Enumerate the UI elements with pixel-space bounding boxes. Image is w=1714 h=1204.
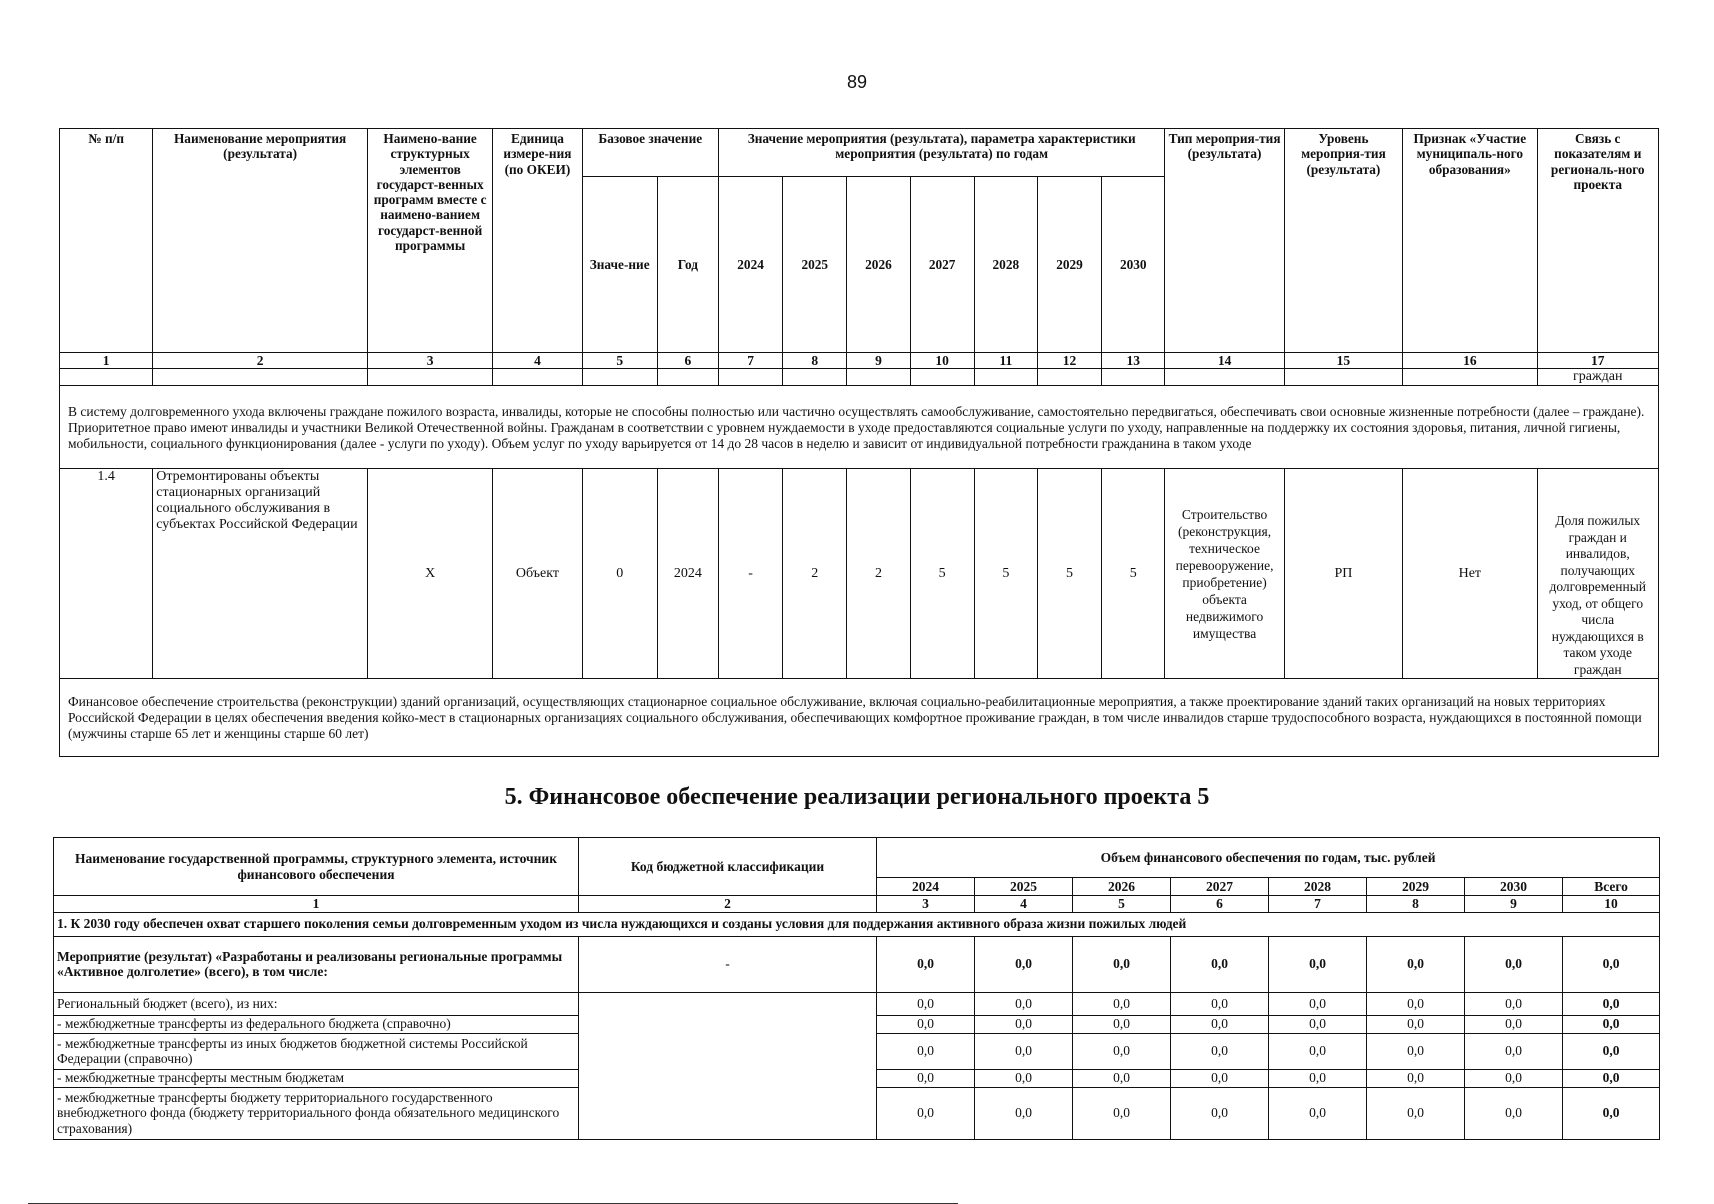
column-number: 11	[974, 353, 1037, 369]
column-number: 2	[153, 353, 368, 369]
column-number: 4	[493, 353, 582, 369]
table-cell-value: 0,0	[1269, 1015, 1367, 1033]
column-number: 1	[60, 353, 153, 369]
header-budget-code: Код бюджетной классификации	[579, 838, 877, 896]
header-year: 2024	[718, 177, 782, 353]
table-cell-value: 0,0	[975, 1015, 1073, 1033]
header-year: 2029	[1367, 878, 1465, 896]
table-cell-value: 0,0	[877, 1033, 975, 1069]
item-type: Строительство (реконструкция, техническое перевооружение, приобретение) объекта недвижимого имущества	[1165, 469, 1284, 679]
table-cell-total: 0,0	[1563, 1015, 1660, 1033]
table-row-name: Региональный бюджет (всего), из них:	[54, 992, 579, 1015]
table-cell-value: 0,0	[1465, 1087, 1563, 1139]
column-number: 10	[1563, 896, 1660, 913]
column-number: 8	[1367, 896, 1465, 913]
item-struct: Х	[367, 469, 492, 679]
section-title: 5. Финансовое обеспечение реализации регионального проекта 5	[504, 784, 1210, 810]
item-unit: Объект	[493, 469, 582, 679]
table-cell-total: 0,0	[1563, 1033, 1660, 1069]
column-number: 9	[1465, 896, 1563, 913]
table-cell-value: 0,0	[1367, 1033, 1465, 1069]
column-number: 17	[1537, 353, 1658, 369]
table-cell-value: 0,0	[877, 1015, 975, 1033]
header-link: Связь с показателям и региональ-ного проекта	[1537, 129, 1658, 353]
item-name: Отремонтированы объекты стационарных организаций социального обслуживания в субъектах Российской Федерации	[153, 469, 368, 679]
column-number: 5	[1073, 896, 1171, 913]
goal-row: 1. К 2030 году обеспечен охват старшего поколения семьи долговременным уходом из числа нуждающихся и созданы условия для поддержания активного образа жизни пожилых людей	[54, 912, 1660, 936]
table-cell-value: 0,0	[1073, 1015, 1171, 1033]
column-number: 4	[975, 896, 1073, 913]
header-year: 2027	[910, 177, 974, 353]
header-source-name: Наименование государственной программы, структурного элемента, источник финансового обеспечения	[54, 838, 579, 896]
table-cell-value: 0,0	[1465, 1033, 1563, 1069]
table-cell-value: 0,0	[1367, 1087, 1465, 1139]
table-cell-value: 0,0	[1465, 992, 1563, 1015]
table-row-code: -	[579, 936, 877, 992]
table-cell-value: 0,0	[877, 936, 975, 992]
column-number: 9	[847, 353, 910, 369]
header-volume: Объем финансового обеспечения по годам, тыс. рублей	[877, 838, 1660, 878]
table-cell-total: 0,0	[1563, 1069, 1660, 1087]
table-cell-value: 0,0	[1269, 1087, 1367, 1139]
page-number: 89	[846, 72, 868, 92]
column-number: 16	[1403, 353, 1537, 369]
column-number: 2	[579, 896, 877, 913]
table-cell-value: 0,0	[975, 1087, 1073, 1139]
header-year: 2025	[975, 878, 1073, 896]
column-number: 3	[877, 896, 975, 913]
header-total: Всего	[1563, 878, 1660, 896]
header-base-value: Значе-ние	[582, 177, 657, 353]
header-year: 2027	[1171, 878, 1269, 896]
item-municipal: Нет	[1403, 469, 1537, 679]
table-cell-value: 0,0	[1269, 992, 1367, 1015]
item-year-value: 5	[1102, 469, 1165, 679]
table-cell-value: 0,0	[1269, 1069, 1367, 1087]
table-row-name: - межбюджетные трансферты бюджету территориального государственного внебюджетного фонда (бюджету территориального фонда обязательного медицинского страхования)	[54, 1087, 579, 1139]
table-cell-value: 0,0	[1073, 936, 1171, 992]
header-year: 2026	[847, 177, 910, 353]
table-cell-value: 0,0	[1073, 992, 1171, 1015]
item-num: 1.4	[60, 469, 153, 679]
table-row-name: - межбюджетные трансферты из федерального бюджета (справочно)	[54, 1015, 579, 1033]
header-year: 2030	[1102, 177, 1165, 353]
header-municipal: Признак «Участие муниципаль-ного образования»	[1403, 129, 1537, 353]
column-number: 14	[1165, 353, 1284, 369]
header-name: Наименование мероприятия (результата)	[153, 129, 368, 353]
item-year-value: 5	[910, 469, 974, 679]
item-year-value: 2	[847, 469, 910, 679]
column-number: 10	[910, 353, 974, 369]
table-cell-value: 0,0	[1171, 1033, 1269, 1069]
header-base: Базовое значение	[582, 129, 718, 177]
table-cell-value: 0,0	[975, 992, 1073, 1015]
column-number: 3	[367, 353, 492, 369]
table-cell-total: 0,0	[1563, 992, 1660, 1015]
carry-over-text: граждан	[1537, 369, 1658, 386]
table-row-code	[579, 992, 877, 1139]
column-number: 13	[1102, 353, 1165, 369]
column-number: 7	[1269, 896, 1367, 913]
item-level: РП	[1284, 469, 1402, 679]
header-year: 2030	[1465, 878, 1563, 896]
column-number: 5	[582, 353, 657, 369]
financing-table	[53, 837, 1660, 1140]
item-year-value: 5	[1037, 469, 1101, 679]
table-cell-value: 0,0	[975, 1069, 1073, 1087]
column-number: 8	[783, 353, 847, 369]
column-number: 15	[1284, 353, 1402, 369]
activities-table	[59, 128, 1659, 757]
table-cell-total: 0,0	[1563, 1087, 1660, 1139]
description-text: В систему долговременного ухода включены граждане пожилого возраста, инвалиды, которые не способны полностью или частично осуществлять самообслуживание, самостоятельно передвигаться, обеспечивать свои основные жизненные потребности (далее – граждане). Приоритетное право имеют инвалиды и участники Великой Отечественной войны. Гражданам в соответствии с уровнем нуждаемости в уходе предоставляются социальные услуги по уходу, направленные на поддержку их состояния здоровья, питания, личной гигиены, мобильности, социального функционирования (далее - услуги по уходу). Объем услуг по уходу варьируется от 14 до 28 часов в неделю и зависит от индивидуальной потребности гражданина в таком уходе	[60, 386, 1659, 469]
column-number: 1	[54, 896, 579, 913]
table-row-name: - межбюджетные трансферты местным бюджетам	[54, 1069, 579, 1087]
header-struct: Наимено-вание структурных элементов государст-венных программ вместе с наимено-ванием государст-венной программы	[367, 129, 492, 353]
item-year-value: 5	[974, 469, 1037, 679]
column-number: 12	[1037, 353, 1101, 369]
header-values-by-year: Значение мероприятия (результата), параметра характеристики мероприятия (результата) по годам	[718, 129, 1164, 177]
item-link: Доля пожилых граждан и инвалидов, получающих долговременный уход, от общего числа нуждающихся в таком уходе граждан	[1537, 469, 1658, 679]
header-year: 2029	[1037, 177, 1101, 353]
header-year: 2028	[1269, 878, 1367, 896]
item-base-value: 0	[582, 469, 657, 679]
header-year: 2028	[974, 177, 1037, 353]
item-base-year: 2024	[657, 469, 718, 679]
table-cell-value: 0,0	[1367, 1015, 1465, 1033]
header-type: Тип мероприя-тия (результата)	[1165, 129, 1284, 353]
table-row-name: - межбюджетные трансферты из иных бюджетов бюджетной системы Российской Федерации (справочно)	[54, 1033, 579, 1069]
table-row-name: Мероприятие (результат) «Разработаны и реализованы региональные программы «Активное долголетие» (всего), в том числе:	[54, 936, 579, 992]
column-number: 6	[657, 353, 718, 369]
table-cell-total: 0,0	[1563, 936, 1660, 992]
table-cell-value: 0,0	[1465, 1015, 1563, 1033]
table-cell-value: 0,0	[1367, 992, 1465, 1015]
header-base-year: Год	[657, 177, 718, 353]
header-year: 2024	[877, 878, 975, 896]
column-number: 7	[718, 353, 782, 369]
table-cell-value: 0,0	[1073, 1069, 1171, 1087]
table-cell-value: 0,0	[975, 936, 1073, 992]
column-number: 6	[1171, 896, 1269, 913]
header-num: № п/п	[60, 129, 153, 353]
table-cell-value: 0,0	[1073, 1087, 1171, 1139]
header-year: 2026	[1073, 878, 1171, 896]
item-year-value: 2	[783, 469, 847, 679]
table-cell-value: 0,0	[877, 992, 975, 1015]
table-cell-value: 0,0	[1073, 1033, 1171, 1069]
table-cell-value: 0,0	[1465, 936, 1563, 992]
table-cell-value: 0,0	[1269, 936, 1367, 992]
table-cell-value: 0,0	[877, 1069, 975, 1087]
table-cell-value: 0,0	[877, 1087, 975, 1139]
header-level: Уровень мероприя-тия (результата)	[1284, 129, 1402, 353]
description-text: Финансовое обеспечение строительства (реконструкции) зданий организаций, осуществляющих стационарное социальное обслуживание, включая социально-реабилитационные мероприятия, а также проектирование зданий таких организаций на новых территориях Российской Федерации в целях обеспечения введения койко-мест в стационарных организациях социального обслуживания, обеспечивающих комфортное проживание граждан, в том числе инвалидов старше трудоспособного возраста, нуждающихся в постоянной помощи (мужчины старше 65 лет и женщины старше 60 лет)	[60, 679, 1659, 757]
table-cell-value: 0,0	[1171, 992, 1269, 1015]
table-cell-value: 0,0	[1171, 936, 1269, 992]
header-year: 2025	[783, 177, 847, 353]
table-cell-value: 0,0	[1171, 1015, 1269, 1033]
table-cell-value: 0,0	[1269, 1033, 1367, 1069]
header-unit: Единица измере-ния (по ОКЕИ)	[493, 129, 582, 353]
table-cell-value: 0,0	[1171, 1069, 1269, 1087]
table-cell-value: 0,0	[1171, 1087, 1269, 1139]
table-cell-value: 0,0	[1367, 936, 1465, 992]
item-year-value: -	[718, 469, 782, 679]
table-cell-value: 0,0	[975, 1033, 1073, 1069]
table-cell-value: 0,0	[1465, 1069, 1563, 1087]
table-cell-value: 0,0	[1367, 1069, 1465, 1087]
